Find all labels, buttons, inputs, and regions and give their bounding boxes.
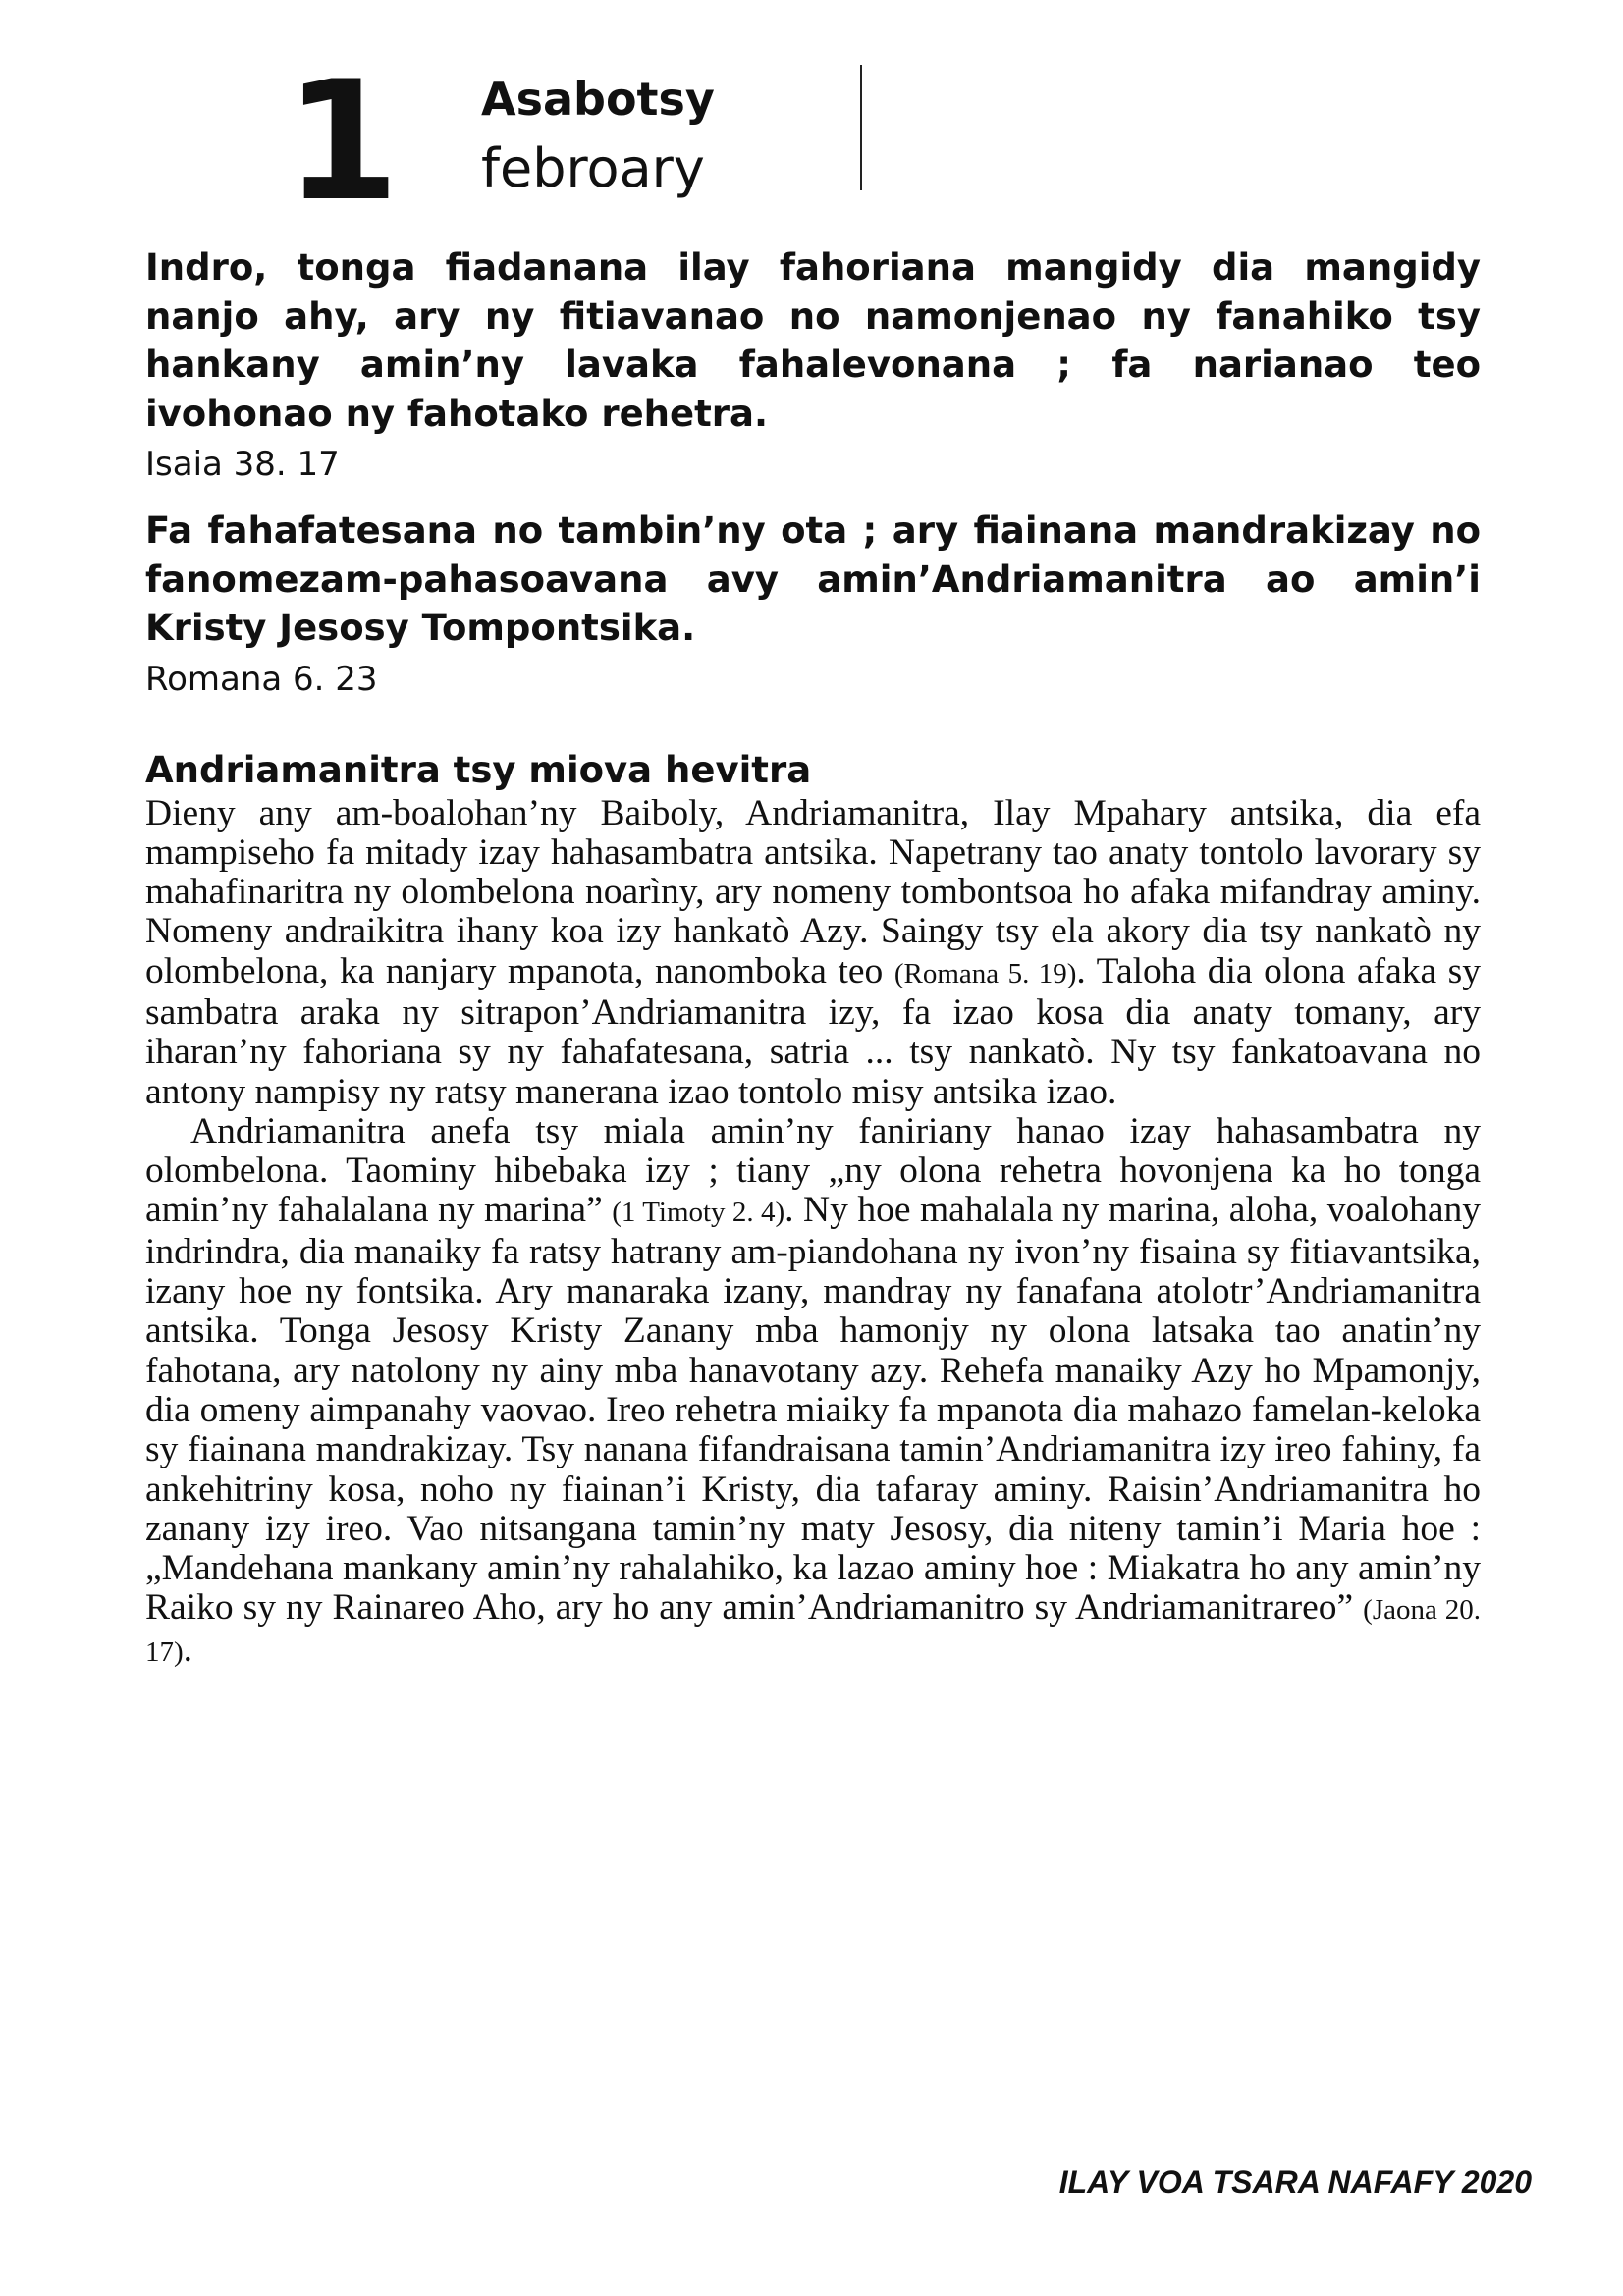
verse-text: Fa fahafatesana no tambin’ny ota ; ary fiainana mandrakizay no fanomezam-pahasoavana avy amin’Andriamanitra ao amin’i Kristy Jesosy Tompontsika. <box>145 509 1481 649</box>
footer-publication-title: ILAY VOA TSARA NAFAFY 2020 <box>1058 2164 1532 2200</box>
paragraph-text: . <box>183 1629 193 1670</box>
verse-reference: Isaia 38. 17 <box>145 445 340 484</box>
header-divider <box>860 65 862 190</box>
date-header <box>285 45 874 238</box>
month-label: febroary <box>481 137 705 199</box>
paragraph-text: . Ny hoe mahalala ny marina, aloha, voalohany indrindra, dia manaiky fa ratsy hatrany am-piandohana ny ivon’ny fisaina sy fitiavantsika, izany hoe ny fontsika. Ary manaraka izany, mandray ny fanafana atolotr’Andriamanitra antsika. Tonga Jesosy Kristy Zanany mba hamonjy ny olona latsaka tao anatin’ny fahotana, ary natolony ny ainy mba hanavotany azy. Rehefa manaiky Azy ho Mpamonjy, dia omeny aimpanahy vaovao. Ireo rehetra miaiky fa mpanota dia mahazo famelan-keloka sy fiainana mandrakizay. Tsy nanana fifandraisana tamin’Andriamanitra izy ireo fahiny, fa ankehitriny kosa, noho ny fiainan’i Kristy, dia tafaray aminy. Raisin’Andriamanitra ho zanany izy ireo. Vao nitsangana tamin’ny maty Jesosy, dia niteny tamin’i Maria hoe : „Mandehana mankany amin’ny rahalahiko, ka lazao aminy hoe : Miakatra ho any amin’ny Raiko sy ny Rainareo Aho, ary ho any amin’Andriamanitro sy Andriamanitrareo” <box>145 1190 1481 1629</box>
scripture-citation: (1 Timoty 2. 4) <box>612 1197 785 1229</box>
paragraph-text: Dieny any am-boalohan’ny Baiboly, Andriamanitra, Ilay Mpahary antsika, dia efa mampiseho fa mitady izay hahasambatra antsika. Napetrany tao anaty tontolo lavorary sy mahafinaritra ny olombelona noarìny, ary nomeny tombontsoa ho afaka mifandray aminy. Nomeny andraikitra ihany koa izy hankatò Azy. Saingy tsy ela akory dia tsy nankatò ny olombelona, ka nanjary mpanota, nanomboka teo <box>145 792 1481 991</box>
scripture-citation: (Jaona 20. 17) <box>145 1594 1482 1668</box>
day-number: 1 <box>285 45 394 238</box>
weekday-label: Asabotsy <box>481 73 715 126</box>
verse-text: Indro, tonga fiadanana ilay fahoriana mangidy dia mangidy nanjo ahy, ary ny fitiavanao no namonjenao ny fanahiko tsy hankany amin’ny lavaka fahalevonana ; fa narianao teo ivohonao ny fahotako rehetra. <box>145 246 1481 435</box>
article-title: Andriamanitra tsy miova hevitra <box>145 748 812 791</box>
page-content <box>145 243 1481 1672</box>
article-paragraph <box>145 794 1481 1112</box>
article-paragraph <box>145 1112 1481 1672</box>
scripture-citation: (Romana 5. 19) <box>893 957 1077 989</box>
verse-reference: Romana 6. 23 <box>145 659 378 699</box>
paragraph-text: Andriamanitra anefa tsy miala amin’ny faniriany hanao izay hahasambatra ny olombelona. Taominy hibebaka izy ; tiany „ny olona rehetra hovonjena ka ho tonga amin’ny fahalalana ny marina” <box>145 1110 1481 1231</box>
paragraph-text: . Taloha dia olona afaka sy sambatra araka ny sitrapon’Andriamanitra izy, fa izao kosa dia anaty tomany, ary iharan’ny fahoriana sy ny fahafatesana, satria ... tsy nankatò. Ny tsy fankatoavana no antony nampisy ny ratsy manerana izao tontolo misy antsika izao. <box>145 950 1482 1112</box>
